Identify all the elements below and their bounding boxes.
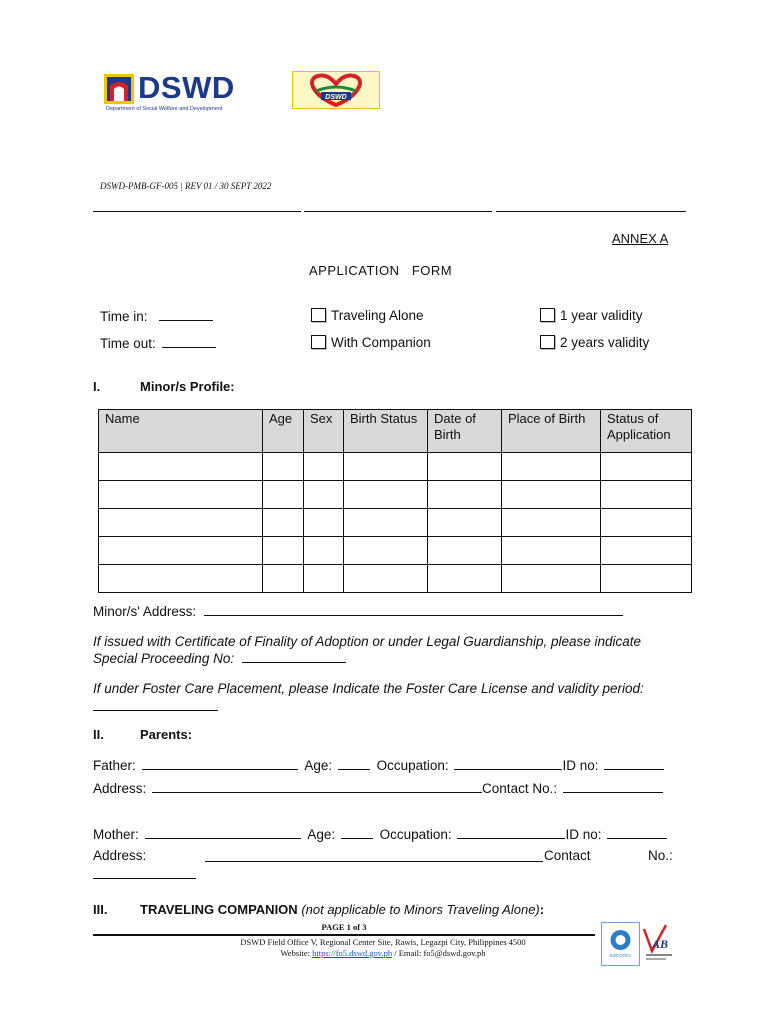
- table-cell[interactable]: [601, 453, 692, 481]
- table-cell[interactable]: [601, 509, 692, 537]
- two-years-checkbox[interactable]: [540, 335, 555, 349]
- footer-address: DSWD Field Office V, Regional Center Site, Rawis, Legazpi City, Philippines 4500: [240, 937, 526, 947]
- table-cell[interactable]: [263, 509, 304, 537]
- table-cell[interactable]: [263, 453, 304, 481]
- one-year-label: 1 year validity: [560, 308, 643, 323]
- father-contact-label: Contact No.:: [482, 781, 558, 796]
- accreditation-logo: [640, 921, 676, 965]
- minor-profile-table: [98, 409, 692, 593]
- col-status-header: Status of Application: [601, 410, 692, 453]
- father-occupation-blank[interactable]: [454, 757, 562, 770]
- document-code: DSWD-PMB-GF-005 | REV 01 / 30 SEPT 2022: [100, 181, 272, 191]
- cert2-text: AB: [651, 937, 669, 951]
- table-row: [99, 565, 692, 593]
- traveling-alone-option[interactable]: [311, 308, 424, 323]
- table-cell[interactable]: [502, 453, 601, 481]
- mother-age-blank[interactable]: [341, 826, 373, 839]
- with-companion-checkbox[interactable]: [311, 335, 326, 349]
- table-cell[interactable]: [344, 481, 428, 509]
- accreditation-badge-icon: [640, 921, 676, 965]
- table-header-row: [99, 410, 692, 453]
- minor-address-field[interactable]: [93, 603, 623, 619]
- dswd-logo-text: DSWD: [138, 70, 235, 105]
- two-years-label: 2 years validity: [560, 335, 650, 350]
- form-title: APPLICATION FORM: [309, 263, 453, 278]
- section-3-heading: [0, 902, 768, 920]
- table-cell[interactable]: [428, 509, 502, 537]
- field-office-logo: [292, 71, 380, 109]
- section-title: Parents:: [140, 727, 193, 742]
- col-name-header: Name: [99, 410, 263, 453]
- footer-rule: [93, 934, 595, 936]
- col-birth-status-header: Birth Status: [344, 410, 428, 453]
- cert1-text: SOCOTEC: [609, 953, 632, 958]
- col-age-header: Age: [263, 410, 304, 453]
- dswd-emblem-icon: [104, 74, 134, 104]
- table-cell[interactable]: [428, 453, 502, 481]
- footer-contact: [93, 948, 673, 958]
- special-proceeding-field[interactable]: [93, 650, 346, 666]
- foster-license-blank[interactable]: [93, 698, 218, 711]
- table-cell[interactable]: [428, 481, 502, 509]
- time-out-label: Time out:: [100, 336, 156, 351]
- table-cell[interactable]: [99, 509, 263, 537]
- mother-label: Mother:: [93, 827, 139, 842]
- certification-badge-icon: [602, 923, 639, 965]
- table-row: [99, 509, 692, 537]
- col-date-of-birth-header: Date of Birth: [428, 410, 502, 453]
- dswd-logo: [104, 72, 259, 116]
- mother-occupation-blank[interactable]: [457, 826, 565, 839]
- table-cell[interactable]: [601, 537, 692, 565]
- section-2-heading: [0, 727, 768, 745]
- table-cell[interactable]: [99, 453, 263, 481]
- dswd-logo-subtitle: Department of Social Welfare and Development: [106, 106, 223, 112]
- two-years-option[interactable]: [540, 335, 649, 350]
- mother-id-blank[interactable]: [607, 826, 667, 839]
- father-address-blank[interactable]: [152, 780, 482, 793]
- annex-label: ANNEX A: [612, 231, 669, 246]
- table-cell[interactable]: [344, 453, 428, 481]
- special-proceeding-label: Special Proceeding No:: [93, 651, 235, 666]
- table-cell[interactable]: [344, 509, 428, 537]
- father-occupation-label: Occupation:: [376, 758, 449, 773]
- mother-contact-label: Contact: [544, 848, 591, 863]
- table-cell[interactable]: [502, 481, 601, 509]
- page-number: PAGE 1 of 3: [321, 922, 367, 932]
- table-cell[interactable]: [344, 565, 428, 593]
- father-id-blank[interactable]: [604, 757, 664, 770]
- father-id-label: ID no:: [562, 758, 599, 773]
- father-age-label: Age:: [304, 758, 333, 773]
- website-link[interactable]: https://fo5.dswd.gov.ph: [312, 948, 393, 958]
- father-label: Father:: [93, 758, 136, 773]
- traveling-alone-label: Traveling Alone: [331, 308, 424, 323]
- adoption-note: If issued with Certificate of Finality of Adoption or under Legal Guardianship, please indicate: [93, 634, 642, 649]
- father-age-blank[interactable]: [338, 757, 370, 770]
- table-cell[interactable]: [304, 565, 344, 593]
- table-cell[interactable]: [263, 481, 304, 509]
- section-title: TRAVELING COMPANION: [140, 902, 298, 917]
- traveling-alone-checkbox[interactable]: [311, 308, 326, 322]
- table-cell[interactable]: [263, 565, 304, 593]
- mother-address-blank[interactable]: [205, 849, 543, 862]
- time-out-field[interactable]: [100, 335, 216, 351]
- minor-address-blank[interactable]: [204, 603, 623, 616]
- section-number: III.: [93, 902, 108, 917]
- time-out-blank[interactable]: [162, 335, 216, 348]
- table-cell[interactable]: [304, 537, 344, 565]
- section-number: II.: [93, 727, 104, 742]
- mother-address-label: Address:: [93, 848, 147, 863]
- col-sex-header: Sex: [304, 410, 344, 453]
- table-cell[interactable]: [99, 481, 263, 509]
- section-title: Minor/s Profile:: [140, 379, 235, 394]
- father-address-label: Address:: [93, 781, 147, 796]
- section-number: I.: [93, 379, 101, 394]
- father-contact-blank[interactable]: [563, 780, 663, 793]
- mother-id-label: ID no:: [565, 827, 602, 842]
- table-cell[interactable]: [304, 453, 344, 481]
- table-cell[interactable]: [428, 565, 502, 593]
- with-companion-option[interactable]: [311, 335, 431, 350]
- father-name-blank[interactable]: [142, 757, 298, 770]
- header-rule: [93, 211, 301, 212]
- father-address-row: [93, 780, 663, 796]
- section-colon: :: [539, 902, 545, 917]
- table-cell[interactable]: [502, 509, 601, 537]
- section-note: (not applicable to Minors Traveling Alone): [301, 902, 540, 917]
- table-row: [99, 537, 692, 565]
- socotec-certification-logo: [601, 922, 640, 966]
- table-row: [99, 481, 692, 509]
- one-year-checkbox[interactable]: [540, 308, 555, 322]
- mother-name-blank[interactable]: [145, 826, 301, 839]
- table-cell[interactable]: [502, 565, 601, 593]
- with-companion-label: With Companion: [331, 335, 431, 350]
- time-in-blank[interactable]: [159, 308, 213, 321]
- table-cell[interactable]: [428, 537, 502, 565]
- mother-contact-no-label: No.:: [648, 848, 673, 863]
- one-year-option[interactable]: [540, 308, 643, 323]
- table-row: [99, 453, 692, 481]
- table-cell[interactable]: [304, 481, 344, 509]
- fo5-logo-text: DSWD: [325, 94, 347, 101]
- foster-note: If under Foster Care Placement, please Indicate the Foster Care License and validity period:: [93, 681, 644, 696]
- heart-logo-icon: [292, 71, 380, 109]
- minor-address-label: Minor/s' Address:: [93, 604, 197, 619]
- time-in-field[interactable]: [100, 308, 213, 324]
- table-cell[interactable]: [99, 537, 263, 565]
- table-cell[interactable]: [304, 509, 344, 537]
- mother-age-label: Age:: [307, 827, 336, 842]
- mother-contact-blank[interactable]: [93, 866, 196, 879]
- header-rule: [496, 211, 686, 212]
- mother-row: [93, 826, 667, 842]
- time-in-label: Time in:: [100, 309, 148, 324]
- email-text: / Email: fo5@dswd.gov.ph: [394, 948, 486, 958]
- section-1-heading: [0, 379, 768, 397]
- table-cell[interactable]: [601, 481, 692, 509]
- father-row: [93, 757, 664, 773]
- table-cell[interactable]: [344, 537, 428, 565]
- special-proceeding-blank[interactable]: [242, 650, 346, 663]
- table-cell[interactable]: [601, 565, 692, 593]
- mother-occupation-label: Occupation:: [379, 827, 452, 842]
- header-rule: [304, 211, 492, 212]
- table-cell[interactable]: [263, 537, 304, 565]
- col-place-of-birth-header: Place of Birth: [502, 410, 601, 453]
- website-label: Website:: [280, 948, 310, 958]
- table-cell[interactable]: [99, 565, 263, 593]
- table-cell[interactable]: [502, 537, 601, 565]
